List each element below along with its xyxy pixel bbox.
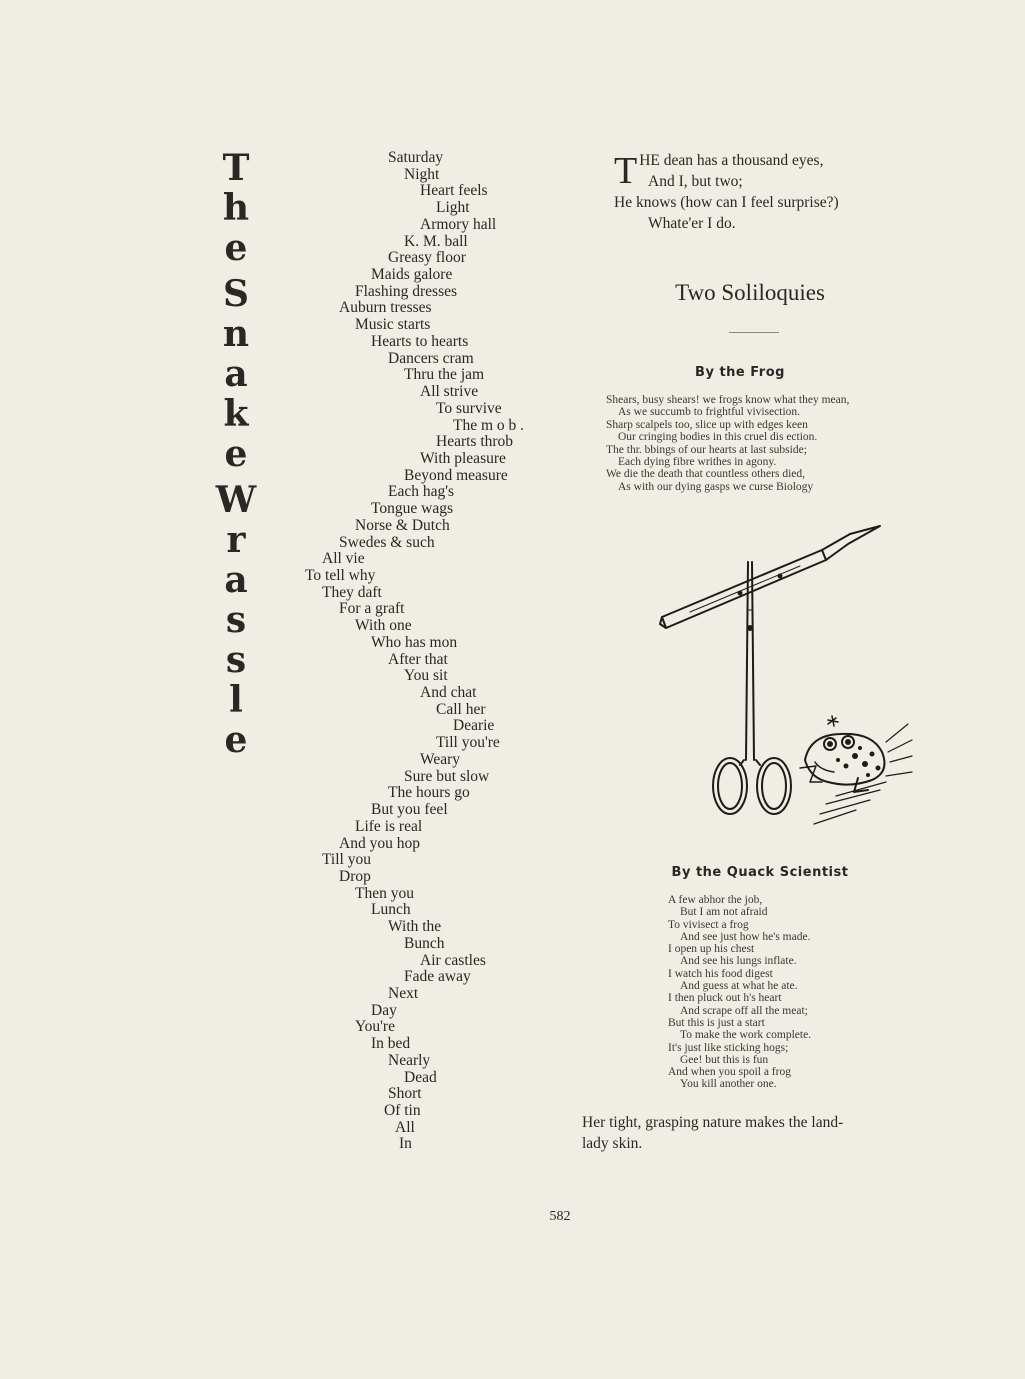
frog-poem-line: The thr. bbings of our hearts at last subside; — [606, 443, 807, 456]
poem-line: In — [399, 1135, 412, 1153]
poem-line: With the — [388, 918, 442, 936]
quack-poem-line: And scrape off all the meat; — [680, 1004, 808, 1017]
title-letter: W — [215, 479, 257, 521]
quack-poem-line: And guess at what he ate. — [680, 980, 798, 993]
quack-poem-line: A few abhor the job, — [668, 894, 763, 906]
quip-line: Her tight, grasping nature makes the land- — [582, 1114, 844, 1131]
quack-poem-line: I open up his chest — [668, 943, 755, 956]
dean-line: Whate'er I do. — [648, 215, 736, 232]
quack-poem-line: To vivisect a frog — [668, 918, 749, 931]
frog-poem-line: As we succumb to frightful vivisection. — [618, 406, 801, 419]
poem-line: To survive — [436, 399, 502, 417]
dean-line: HE dean has a thousand eyes, — [639, 152, 824, 169]
title-letter: e — [224, 227, 248, 269]
title-letter: e — [224, 719, 248, 761]
title-letter: e — [224, 433, 248, 475]
frog-poem-line: Sharp scalpels too, slice up with edges keen — [606, 418, 808, 431]
poem-line: Dearie — [453, 717, 495, 735]
poem-line: Lunch — [371, 901, 411, 919]
dean-line: He knows (how can I feel surprise?) — [614, 194, 839, 211]
poem-line: Flashing dresses — [355, 282, 458, 300]
quack-poem-line: And see just how he's made. — [680, 930, 811, 943]
poem-line: Drop — [339, 867, 371, 885]
poem-line: Armory hall — [420, 215, 497, 233]
frog-poem — [606, 394, 936, 493]
poem-line: Greasy floor — [388, 249, 466, 267]
poem-line: After that — [388, 650, 448, 668]
title-letter: k — [223, 393, 249, 435]
poem-line: Tongue wags — [371, 500, 453, 518]
poem-line: Auburn tresses — [339, 299, 432, 317]
frog-poem-line: Our cringing bodies in this cruel dis ection. — [618, 431, 818, 444]
poem-line: Sure but slow — [404, 767, 490, 785]
title-letter: r — [226, 519, 246, 561]
poem-line: Bunch — [404, 934, 445, 952]
poem-line: In bed — [371, 1035, 411, 1053]
poem-line: All strive — [420, 383, 479, 401]
poem-line: Of tin — [384, 1102, 421, 1120]
poem-line: Air castles — [420, 951, 486, 969]
poem-line: Norse & Dutch — [355, 516, 450, 534]
poem-line: Fade away — [404, 968, 471, 986]
poem-line: Each hag's — [388, 483, 455, 501]
quack-poem-line: You kill another one. — [680, 1078, 777, 1091]
poem-line: Call her — [436, 700, 486, 718]
quack-poem-line: To make the work complete. — [680, 1029, 812, 1042]
landlady-quip — [582, 1112, 932, 1154]
poem-line: Heart feels — [420, 182, 488, 200]
poem-line: Saturday — [388, 149, 444, 166]
poem-line: Till you — [322, 851, 371, 869]
poem-line: Nearly — [388, 1051, 431, 1069]
poem-line: Thru the jam — [404, 366, 485, 384]
soliloquies-title: Two Soliloquies — [675, 280, 825, 305]
poem-line: And you hop — [339, 834, 420, 852]
poem-line: Light — [436, 199, 470, 217]
poem-line: Swedes & such — [339, 533, 435, 551]
quack-poem-line: I watch his food digest — [668, 967, 773, 980]
poem-line: And chat — [420, 684, 477, 702]
title-letter: a — [224, 559, 248, 601]
quack-poem-line: And when you spoil a frog — [668, 1066, 791, 1079]
quack-poem-line: But I am not afraid — [680, 906, 768, 919]
title-letter: l — [229, 679, 243, 721]
poem-line: The hours go — [388, 784, 470, 802]
poem-line: Day — [371, 1001, 397, 1019]
poem-line: You're — [355, 1018, 395, 1036]
quip-line: lady skin. — [582, 1135, 643, 1152]
poem-line: K. M. ball — [404, 232, 468, 250]
title-letter: T — [222, 147, 250, 189]
quack-poem-line: And see his lungs inflate. — [680, 955, 797, 968]
quack-poem-line: It's just like sticking hogs; — [668, 1041, 789, 1054]
poem-line: Maids galore — [371, 266, 453, 284]
poem-line: Till you're — [436, 734, 500, 752]
dean-poem — [614, 150, 904, 234]
poem-line: The m o b . — [453, 416, 525, 434]
poem-line: Then you — [355, 884, 414, 902]
poem-line: Short — [388, 1085, 422, 1103]
poem-line: Night — [404, 165, 440, 183]
title-letter: a — [224, 353, 248, 395]
frog-poem-line: We die the death that countless others died, — [606, 468, 805, 481]
poem-line: Hearts throb — [436, 433, 514, 451]
frog-poem-line: Shears, busy shears! we frogs know what they mean, — [606, 394, 850, 406]
quack-poem — [668, 894, 888, 1091]
scissors-frog-illustration — [650, 520, 920, 830]
poem-line: Music starts — [355, 316, 431, 334]
poem-line: Life is real — [355, 817, 423, 835]
title-letter: S — [223, 273, 249, 315]
poem-line: Who has mon — [371, 633, 458, 651]
page-number: 582 — [549, 1209, 571, 1224]
poem-line: To tell why — [305, 567, 376, 584]
poem-line: Dead — [404, 1068, 437, 1086]
poem-line: Next — [388, 985, 419, 1002]
title-letter: s — [225, 599, 247, 641]
poem-line: All — [395, 1118, 415, 1136]
poem-line: Dancers cram — [388, 349, 474, 367]
quack-poem-line: Gee! but this is fun — [680, 1053, 769, 1066]
poem-line: All vie — [322, 550, 365, 568]
quack-heading: By the Quack Scientist — [671, 865, 849, 880]
dean-line: And I, but two; — [648, 173, 743, 190]
poem-line: You sit — [404, 667, 448, 685]
poem-line: Beyond measure — [404, 466, 508, 484]
poem-line: Weary — [420, 750, 461, 768]
title-letter: h — [222, 187, 250, 229]
vertical-title — [208, 148, 264, 760]
quack-poem-line: I then pluck out h's heart — [668, 992, 782, 1005]
quack-poem-line: But this is just a start — [668, 1016, 765, 1029]
frog-heading: By the Frog — [695, 365, 785, 380]
drop-cap: T — [614, 150, 638, 192]
divider — [729, 332, 779, 333]
poem-line: With one — [355, 617, 412, 635]
poem-line: With pleasure — [420, 449, 506, 467]
poem-line: But you feel — [371, 801, 448, 819]
poem-line: For a graft — [339, 600, 405, 618]
poem-line: Hearts to hearts — [371, 332, 469, 350]
title-letter: s — [225, 639, 247, 681]
poem-line: They daft — [322, 583, 382, 601]
title-letter: n — [222, 313, 250, 355]
frog-poem-line: Each dying fibre writhes in agony. — [618, 456, 777, 469]
frog-poem-line: As with our dying gasps we curse Biology — [618, 480, 814, 493]
